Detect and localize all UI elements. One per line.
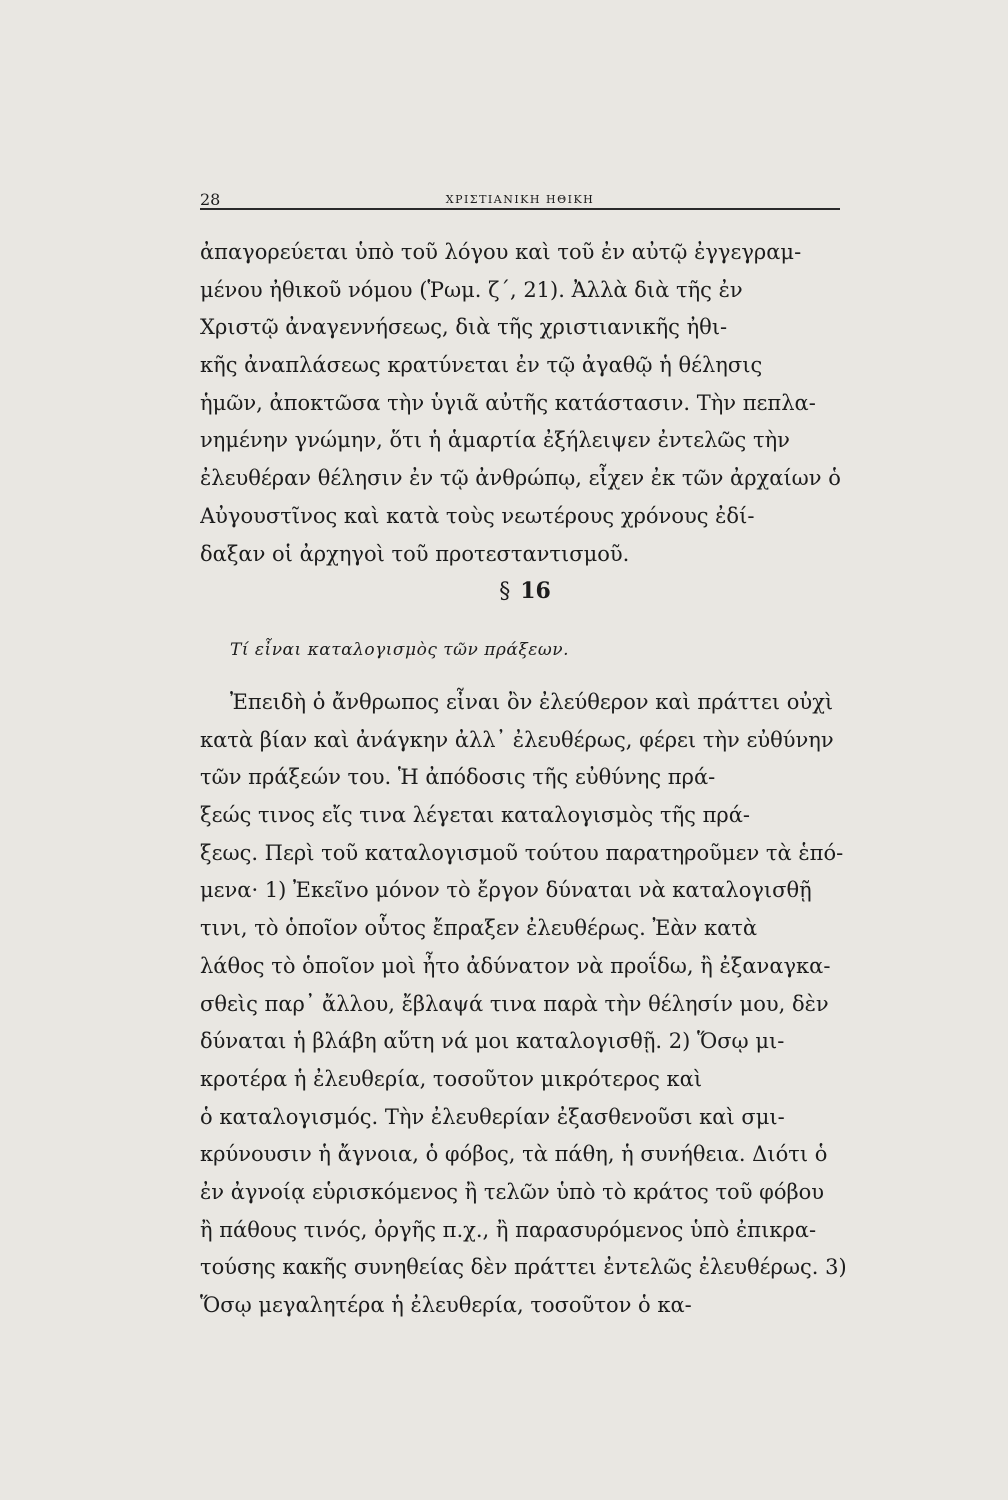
text-line: δαξαν οἱ ἀρχηγοὶ τοῦ προτεσταντισμοῦ. [200, 541, 630, 566]
text-line: Ὅσῳ μεγαλητέρα ἡ ἐλευθερία, τοσοῦτον ὁ κα- [200, 1293, 692, 1317]
text-line: ἀπαγορεύεται ὑπὸ τοῦ λόγου καὶ τοῦ ἐν αὐτῷ ἐγγεγραμ- [200, 240, 802, 264]
text-line: ἡμῶν, ἀποκτῶσα τὴν ὑγιᾶ αὐτῆς κατάστασιν. Τὴν πεπλα- [200, 390, 816, 415]
text-line: ξεώς τινος εἴς τινα λέγεται καταλογισμὸς τῆς πρά- [200, 803, 751, 828]
text-line: νημένην γνώμην, ὅτι ἡ ἁμαρτία ἐξήλειψεν ἐντελῶς τὴν [200, 428, 790, 453]
text-line: ξεως. Περὶ τοῦ καταλογισμοῦ τούτου παρατηροῦμεν τὰ ἑπό- [200, 840, 844, 865]
text-line: μενα· 1) Ἐκεῖνο μόνον τὸ ἔργον δύναται νὰ καταλογισθῇ [200, 878, 812, 903]
text-line: λάθος τὸ ὁποῖον μοὶ ἦτο ἀδύνατον νὰ προΐδω, ἢ ἐξαναγκα- [200, 953, 831, 978]
section-subtitle: Τί εἶναι καταλογισμὸς τῶν πράξεων. [230, 640, 569, 660]
page-number: 28 [200, 190, 221, 209]
text-line: τούσης κακῆς συνηθείας δὲν πράττει ἐντελῶς ἐλευθέρως. 3) [200, 1255, 847, 1280]
text-line: Αὐγουστῖνος καὶ κατὰ τοὺς νεωτέρους χρόνους ἐδί- [200, 503, 755, 528]
text-line: Ἐπειδὴ ὁ ἄνθρωπος εἶναι ὂν ἐλεύθερον καὶ πράττει οὐχὶ [230, 690, 834, 714]
text-line: κρύνουσιν ἡ ἄγνοια, ὁ φόβος, τὰ πάθη, ἡ συνήθεια. Διότι ὁ [200, 1142, 828, 1167]
text-line: κατὰ βίαν καὶ ἀνάγκην ἀλλ᾽ ἐλευθέρως, φέρει τὴν εὐθύνην [200, 727, 834, 752]
text-line: κροτέρα ἡ ἐλευθερία, τοσοῦτον μικρότερος καὶ [200, 1066, 703, 1091]
text-line: κῆς ἀναπλάσεως κρατύνεται ἐν τῷ ἀγαθῷ ἡ θέλησις [200, 353, 763, 378]
section-symbol: § [499, 579, 511, 604]
running-title: ΧΡΙΣΤΙΑΝΙΚΗ ΗΘΙΚΗ [445, 193, 595, 206]
text-line: τινι, τὸ ὁποῖον οὗτος ἔπραξεν ἐλευθέρως. Ἐὰν κατὰ [200, 916, 758, 941]
text-line: μένου ἠθικοῦ νόμου (Ῥωμ. ζ΄, 21). Ἀλλὰ διὰ τῆς ἐν [200, 277, 743, 302]
text-line: δύναται ἡ βλάβη αὕτη νά μοι καταλογισθῇ. 2) Ὅσῳ μι- [200, 1029, 785, 1054]
text-line: ἢ πάθους τινός, ὀργῆς π.χ., ἢ παρασυρόμενος ὑπὸ ἐπικρα- [200, 1217, 817, 1242]
paragraph-2 [200, 684, 850, 1325]
paragraph-1 [200, 234, 850, 573]
text-line: ἐν ἀγνοίᾳ εὑρισκόμενος ἢ τελῶν ὑπὸ τὸ κράτος τοῦ φόβου [200, 1179, 825, 1204]
section-heading [200, 578, 850, 610]
text-line: σθεὶς παρ᾽ ἄλλου, ἔβλαψά τινα παρὰ τὴν θέλησίν μου, δὲν [200, 991, 829, 1016]
page-header [200, 190, 840, 214]
text-line: Χριστῷ ἀναγεννήσεως, διὰ τῆς χριστιανικῆς ἠθι- [200, 315, 728, 340]
header-rule [200, 208, 840, 210]
text-line: τῶν πράξεών του. Ἡ ἀπόδοσις τῆς εὐθύνης πρά- [200, 765, 716, 790]
text-line: ἐλευθέραν θέλησιν ἐν τῷ ἀνθρώπῳ, εἶχεν ἐκ τῶν ἀρχαίων ὁ [200, 466, 841, 491]
text-line: ὁ καταλογισμός. Τὴν ἐλευθερίαν ἐξασθενοῦσι καὶ σμι- [200, 1104, 785, 1129]
section-number: 16 [520, 578, 551, 604]
